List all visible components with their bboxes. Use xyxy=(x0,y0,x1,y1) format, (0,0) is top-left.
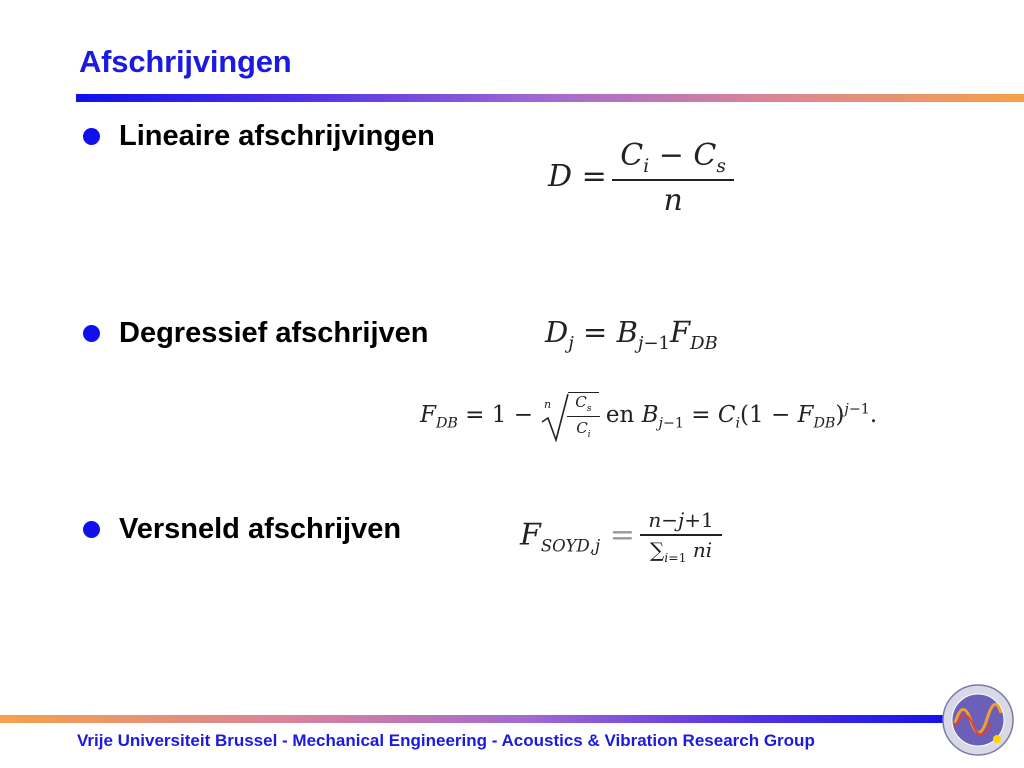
formula-linear: D = $\frac{C_i - C_s}{n}$ xyxy=(548,138,730,218)
svg-text:n: n xyxy=(544,398,552,411)
research-group-logo xyxy=(941,683,1015,757)
title-divider xyxy=(76,94,1024,102)
bullet-label: Degressief afschrijven xyxy=(119,317,429,349)
slide-title: Afschrijvingen xyxy=(79,44,292,79)
bullet-label: Versneld afschrijven xyxy=(119,513,402,545)
nth-root: n $\frac{C_s}{C_i}$ xyxy=(540,390,598,442)
formula-accelerated: $F_{SOYD,j}$ = $\frac{n-j+1}{\sum_{i=1} ni}$ xyxy=(520,508,718,565)
footer-divider xyxy=(0,715,955,723)
formula-degressive-1: $D_j = B_{j-1}F_{DB}$ xyxy=(545,315,718,354)
bullet-dot-icon xyxy=(83,325,100,342)
bullet-degressive xyxy=(83,317,428,350)
formula-degressive-2: $F_{DB} = 1$ − n $\frac{C_s}{C_i}$ en $B_{j-1} = C_i(1 - F_{DB})^{j-1}$. xyxy=(420,390,877,442)
bullet-label: Lineaire afschrijvingen xyxy=(119,120,435,152)
bullet-linear xyxy=(83,120,435,153)
bullet-dot-icon xyxy=(83,128,100,145)
footer-text: Vrije Universiteit Brussel - Mechanical Engineering - Acoustics & Vibration Research Group xyxy=(77,731,815,750)
bullet-dot-icon xyxy=(83,521,100,538)
bullet-accelerated xyxy=(83,513,401,546)
